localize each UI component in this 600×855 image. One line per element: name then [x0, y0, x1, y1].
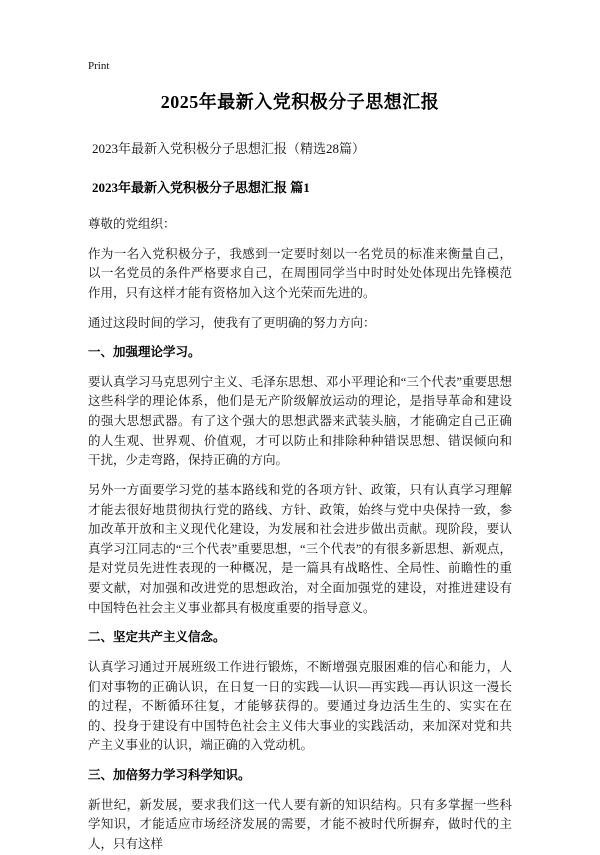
document-title: 2025年最新入党积极分子思想汇报: [160, 92, 440, 112]
paragraph-intro: 作为一名入党积极分子，我感到一定要时刻以一名党员的标准来衡量自己，以一名党员的条件严格要求自己，在周围同学当中时时处处体现出先锋模范作用，只有这样才能有资格加入这个光荣而先进的。: [88, 246, 512, 300]
document-subtitle: 2023年最新入党积极分子思想汇报（精选28篇）: [92, 141, 366, 156]
subsection-heading-2: 二、坚定共产主义信念。: [88, 630, 226, 645]
paragraph-belief: 认真学习通过开展班级工作进行锻炼，不断增强克服困难的信心和能力，人们对事物的正确认识，在日复一日的实践—认识—再实践—再认识这一漫长的过程，不断循环往复，才能够获得的。要通过身边活生生的、实实在在的、投身于建设有中国特色社会主义伟大事业的实践活动，来加深对党和共产主义事业的认识，端正确的入党动机。: [88, 659, 512, 753]
paragraph-theory-study-2: 另外一方面要学习党的基本路线和党的各项方针、政策，只有认真学习理解才能去很好地贯彻执行党的路线、方针、政策，始终与党中央保持一致，参加改革开放和主义现代化建设，为发展和社会进步做出贡献。现阶段，要认真学习江同志的“三个代表”重要思想，“三个代表”的有很多新思想、新观点，是对党员先进性表现的一种概况，是一篇具有战略性、全局性、前瞻性的重要文献，对加强和改进党的思想政治，对全面加强党的建设，对推进建设有中国特色社会主义事业都具有极度重要的指导意义。: [88, 482, 512, 615]
paragraph-knowledge: 新世纪，新发展，要求我们这一代人要有新的知识结构。只有多掌握一些科学知识，才能适应市场经济发展的需要，才能不被时代所摒弃，做时代的主人，只有这样: [88, 797, 512, 851]
subsection-heading-1: 一、加强理论学习。: [88, 345, 201, 360]
section-heading: 2023年最新入党积极分子思想汇报 篇1: [92, 180, 310, 195]
paragraph-salutation: 尊敬的党组织：: [88, 217, 176, 231]
print-button[interactable]: Print: [88, 60, 110, 72]
paragraph-theory-study-1: 要认真学习马克思列宁主义、毛泽东思想、邓小平理论和“三个代表”重要思想这些科学的理论体系，他们是无产阶级解放运动的理论，是指导革命和建设的强大思想武器。有了这个强大的思想武器来武装头脑，才能确定自己正确的人生观、世界观、价值观，才可以防止和排除种种错误思想、错误倾向和干扰，少走弯路，保持正确的方向。: [88, 374, 512, 468]
paragraph-transition: 通过这段时间的学习，使我有了更明确的努力方向：: [88, 315, 376, 330]
subsection-heading-3: 三、加倍努力学习科学知识。: [88, 768, 251, 782]
